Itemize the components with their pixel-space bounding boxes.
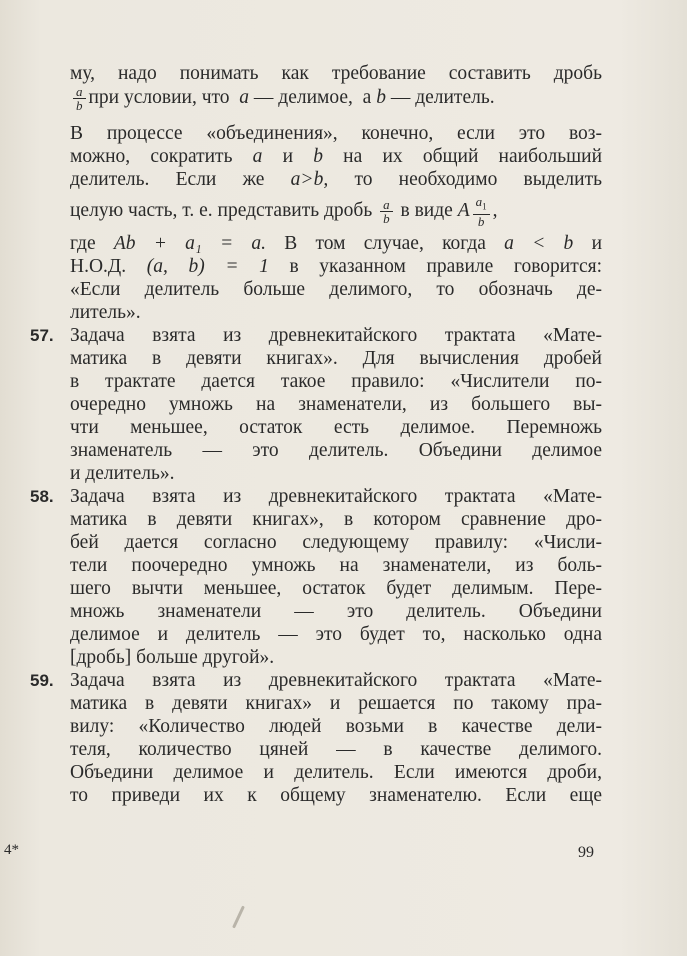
- problem-number: 59.: [30, 670, 54, 690]
- problem-number: 57.: [30, 325, 54, 345]
- problem-59: 59. Задача взята из древнекитайского трактата «Мате- матика в девяти книгах» и решается по такому пра- вилу: «Количество людей возьми в качестве дели- теля, количество цяней — в качестве делимого. Объедини делимое и делитель. Если имеются дроби, то приведи их к общему знаменателю. Если еще: [30, 669, 602, 806]
- fraction-a-over-b: $\frac{a}{b}$: [73, 85, 86, 112]
- page-number: 99: [578, 844, 594, 861]
- problem-58: 58. Задача взята из древнекитайского трактата «Мате- матика в девяти книгах», в котором сравнение дро- бей дается согласно следующему правилу: «Числи- тели поочередно умножь на знаменатели, из боль- шего вычти меньшее, остаток будет делимым. Пере- множь знаменатели — это делитель. Объедини делимое и делитель — это будет то, насколько одна [дробь] больше другой».: [30, 485, 602, 668]
- pencil-smudge: [232, 905, 245, 928]
- fraction-a1-over-b: $\frac{a_1}{b}$: [473, 195, 490, 228]
- fraction-a-over-b-2: $\frac{a}{b}$: [380, 198, 393, 225]
- problem-57: 57. Задача взята из древнекитайского трактата «Мате- матика в девяти книгах». Для вычисления дробей в трактате дается такое правило: «Числители по- очередно умножь на знаменатели, из большего вы- чти меньшее, остаток есть делимое. Перемножь знаменатель — это делитель. Объедини делимое и делитель».: [30, 324, 602, 484]
- paragraph-objedinenie: В процессе «объединения», конечно, если это воз- можно, сократить a и b на их общий наибольший делитель. Если же a>b, то необходимо выделить целую часть, т. е. представить дробь $\frac{a}{b}$ в виде A $\frac{a_1}{b}$ , где Ab + a₁ = a. В том случае, когда a < b и Н.О.Д. (a, b) = 1 в указанном правиле говорится: «Если делитель больше делимого, то обозначь де- литель».: [70, 123, 603, 323]
- intro-line-2: $\frac{a}{b}$ при условии, что a — делимое, а b — делитель.: [30, 85, 602, 112]
- problem-number: 58.: [30, 486, 54, 506]
- page-text: [30, 62, 602, 807]
- intro-line-1: му, надо понимать как требование составить дробь: [70, 63, 602, 84]
- signature-mark: 4*: [4, 842, 19, 858]
